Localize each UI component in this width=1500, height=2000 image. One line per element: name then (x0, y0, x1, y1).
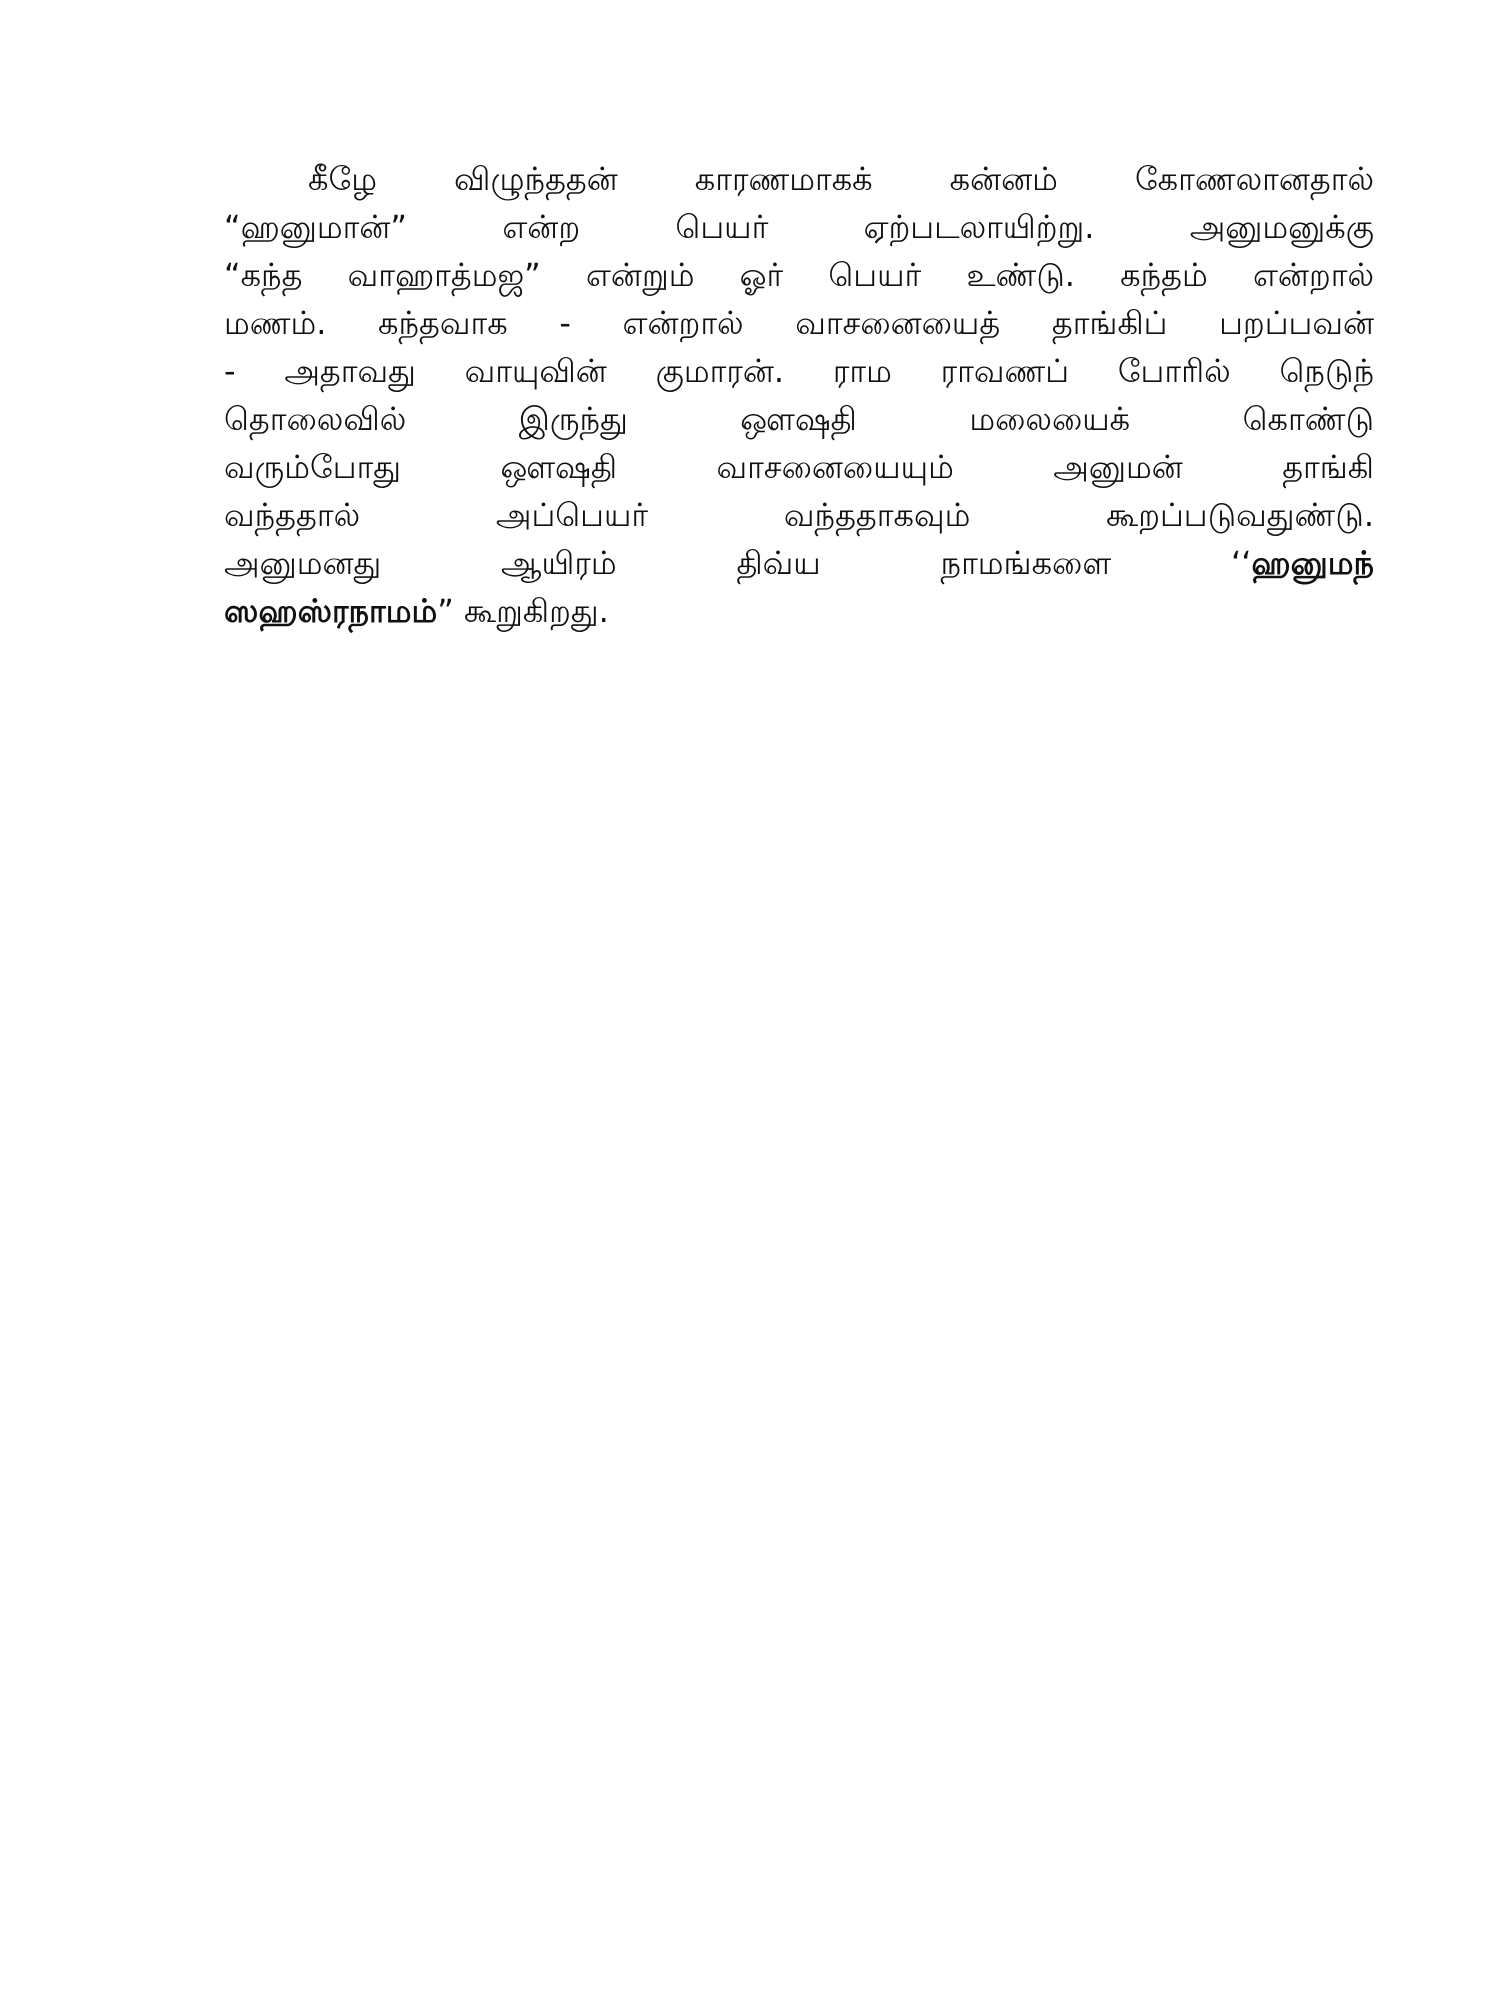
text-line-4: மணம். கந்தவாக - என்றால் வாசனையைத் தாங்கிப் பறப்பவன் (224, 304, 1374, 342)
text-line-7: வரும்போது ஔஷதி வாசனையையும் அனுமன் தாங்கி (224, 448, 1374, 486)
text-line-5: - அதாவது வாயுவின் குமாரன். ராம ராவணப் போரில் நெடுந் (224, 352, 1374, 390)
text-line-1: கீழே விழுந்ததன் காரணமாகக் கன்னம் கோணலானதால் (308, 160, 1374, 198)
text-line-3: “கந்த வாஹாத்மஜ” என்றும் ஓர் பெயர் உண்டு. கந்தம் என்றால் (224, 256, 1374, 294)
text-line-2: “ஹனுமான்” என்ற பெயர் ஏற்படலாயிற்று. அனுமனுக்கு (224, 208, 1374, 246)
text-line-10 (224, 587, 1374, 635)
paragraph (224, 155, 1374, 635)
text-line-9 (224, 539, 1374, 587)
text-line-10-regular: ” கூறுகிறது. (437, 592, 609, 630)
text-line-9-bold: ஹனுமந் (1251, 544, 1374, 582)
text-line-6: தொலைவில் இருந்து ஔஷதி மலையைக் கொண்டு (224, 400, 1374, 438)
text-line-10-bold: ஸஹஸ்ரநாமம் (224, 592, 438, 630)
text-line-8: வந்ததால் அப்பெயர் வந்ததாகவும் கூறப்படுவதுண்டு. (224, 496, 1374, 534)
text-line-9-regular: அனுமனது ஆயிரம் திவ்ய நாமங்களை ‘‘ (224, 544, 1252, 582)
